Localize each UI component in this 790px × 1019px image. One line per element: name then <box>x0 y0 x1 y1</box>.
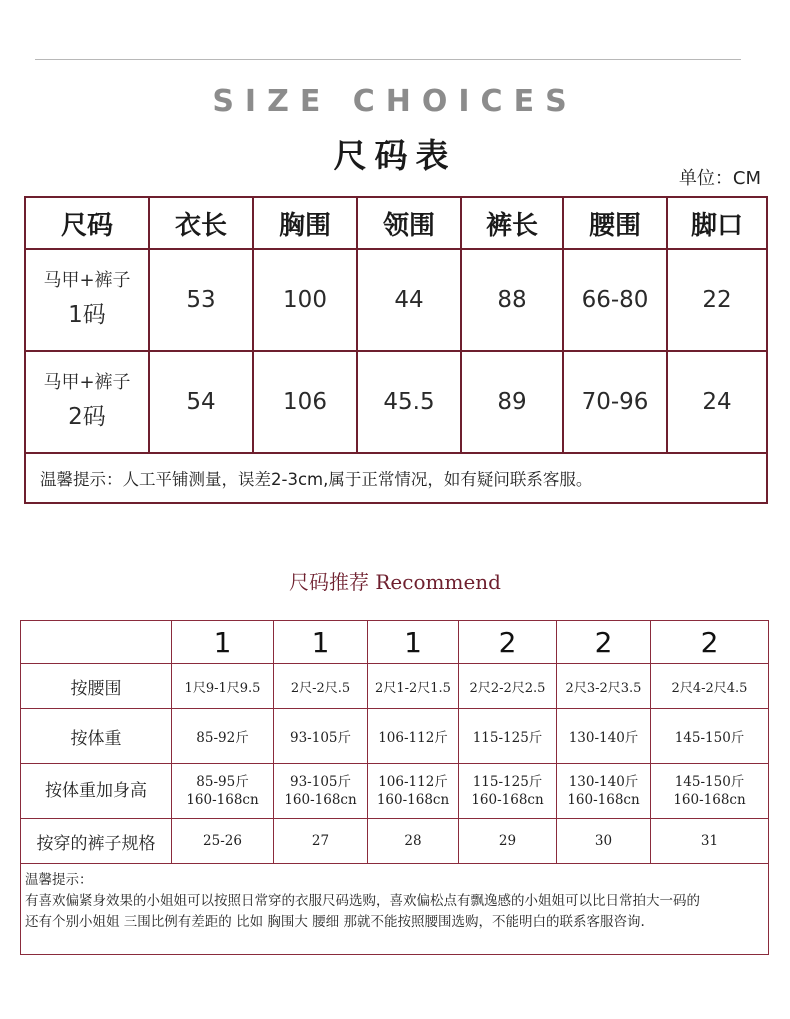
table-cell: 24 <box>667 351 767 453</box>
table-cell: 53 <box>149 249 253 351</box>
column-header: 领围 <box>357 197 461 249</box>
table-cell: 29 <box>459 819 557 864</box>
size-table-note-row <box>25 453 767 503</box>
row-label: 按体重 <box>21 709 172 764</box>
table-cell: 106 <box>253 351 357 453</box>
table-cell: 2尺-2尺.5 <box>274 664 368 709</box>
recommend-table <box>20 620 768 955</box>
tip-heading: 温馨提示： <box>25 872 93 888</box>
table-row <box>21 709 769 764</box>
size-number: 1 <box>172 621 274 664</box>
column-header: 腰围 <box>563 197 667 249</box>
table-row <box>21 764 769 819</box>
tip-line: 有喜欢偏紧身效果的小姐姐可以按照日常穿的衣服尺码选购，喜欢偏松点有飘逸感的小姐姐可以比日常拍大一码的 <box>25 893 700 909</box>
corner-cell <box>21 621 172 664</box>
table-cell <box>459 764 557 819</box>
height-value: 160-168cn <box>284 792 357 808</box>
table-cell: 70-96 <box>563 351 667 453</box>
height-value: 160-168cn <box>471 792 544 808</box>
table-cell: 100 <box>253 249 357 351</box>
table-cell: 66-80 <box>563 249 667 351</box>
page-title-chinese: 尺码表 <box>333 136 457 175</box>
table-cell <box>368 764 459 819</box>
unit-label: 单位：CM <box>678 168 761 189</box>
height-value: 160-168cn <box>567 792 640 808</box>
height-value: 160-168cn <box>673 792 746 808</box>
table-cell: 45.5 <box>357 351 461 453</box>
table-row <box>25 351 767 453</box>
weight-value: 106-112斤 <box>378 773 448 790</box>
recommend-tip-row <box>21 864 769 955</box>
column-header: 胸围 <box>253 197 357 249</box>
table-cell: 54 <box>149 351 253 453</box>
column-header: 衣长 <box>149 197 253 249</box>
height-value: 160-168cn <box>376 792 450 808</box>
size-set-label: 马甲+裤子 <box>43 372 131 394</box>
table-cell: 2尺1-2尺1.5 <box>368 664 459 709</box>
size-table <box>24 196 766 502</box>
size-code-label: 2码 <box>68 404 106 430</box>
table-cell: 88 <box>461 249 563 351</box>
recommend-title: 尺码推荐 Recommend <box>289 570 501 594</box>
size-name-cell <box>25 249 149 351</box>
table-cell <box>172 764 274 819</box>
weight-value: 145-150斤 <box>674 773 745 790</box>
table-cell: 2尺2-2尺2.5 <box>459 664 557 709</box>
weight-value: 93-105斤 <box>289 773 351 790</box>
recommend-tip <box>21 864 769 955</box>
size-number: 1 <box>274 621 368 664</box>
row-label: 按腰围 <box>21 664 172 709</box>
table-cell <box>651 764 769 819</box>
column-header: 脚口 <box>667 197 767 249</box>
size-name-cell <box>25 351 149 453</box>
table-cell: 30 <box>557 819 651 864</box>
table-cell: 93-105斤 <box>274 709 368 764</box>
weight-value: 85-95斤 <box>196 773 249 790</box>
weight-value: 115-125斤 <box>472 773 543 790</box>
size-set-label: 马甲+裤子 <box>43 270 131 292</box>
column-header: 尺码 <box>25 197 149 249</box>
column-header: 裤长 <box>461 197 563 249</box>
measurement-note: 温馨提示：人工平铺测量，误差2-3cm,属于正常情况，如有疑问联系客服。 <box>25 453 767 503</box>
size-number: 2 <box>557 621 651 664</box>
recommend-size-header-row <box>21 621 769 664</box>
page-title-english: SIZE CHOICES <box>212 84 578 119</box>
table-cell <box>274 764 368 819</box>
table-cell: 145-150斤 <box>651 709 769 764</box>
table-cell: 89 <box>461 351 563 453</box>
weight-value: 130-140斤 <box>568 773 639 790</box>
top-divider <box>35 59 741 60</box>
table-cell: 115-125斤 <box>459 709 557 764</box>
table-cell: 106-112斤 <box>368 709 459 764</box>
tip-line: 还有个别小姐姐 三围比例有差距的 比如 胸围大 腰细 那就不能按照腰围选购，不能明白的联系客服咨询. <box>25 914 645 930</box>
height-value: 160-168cn <box>186 792 259 808</box>
table-cell: 27 <box>274 819 368 864</box>
table-cell <box>557 764 651 819</box>
size-number: 2 <box>459 621 557 664</box>
table-cell: 22 <box>667 249 767 351</box>
size-code-label: 1码 <box>68 302 106 328</box>
row-label: 按穿的裤子规格 <box>21 819 172 864</box>
size-number: 2 <box>651 621 769 664</box>
size-number: 1 <box>368 621 459 664</box>
table-cell: 130-140斤 <box>557 709 651 764</box>
table-cell: 85-92斤 <box>172 709 274 764</box>
table-row <box>25 249 767 351</box>
table-cell: 2尺3-2尺3.5 <box>557 664 651 709</box>
table-cell: 25-26 <box>172 819 274 864</box>
table-cell: 2尺4-2尺4.5 <box>651 664 769 709</box>
table-cell: 44 <box>357 249 461 351</box>
table-cell: 28 <box>368 819 459 864</box>
table-cell: 31 <box>651 819 769 864</box>
table-cell: 1尺9-1尺9.5 <box>172 664 274 709</box>
size-table-header-row <box>25 197 767 249</box>
table-row <box>21 664 769 709</box>
table-row <box>21 819 769 864</box>
row-label: 按体重加身高 <box>21 764 172 819</box>
